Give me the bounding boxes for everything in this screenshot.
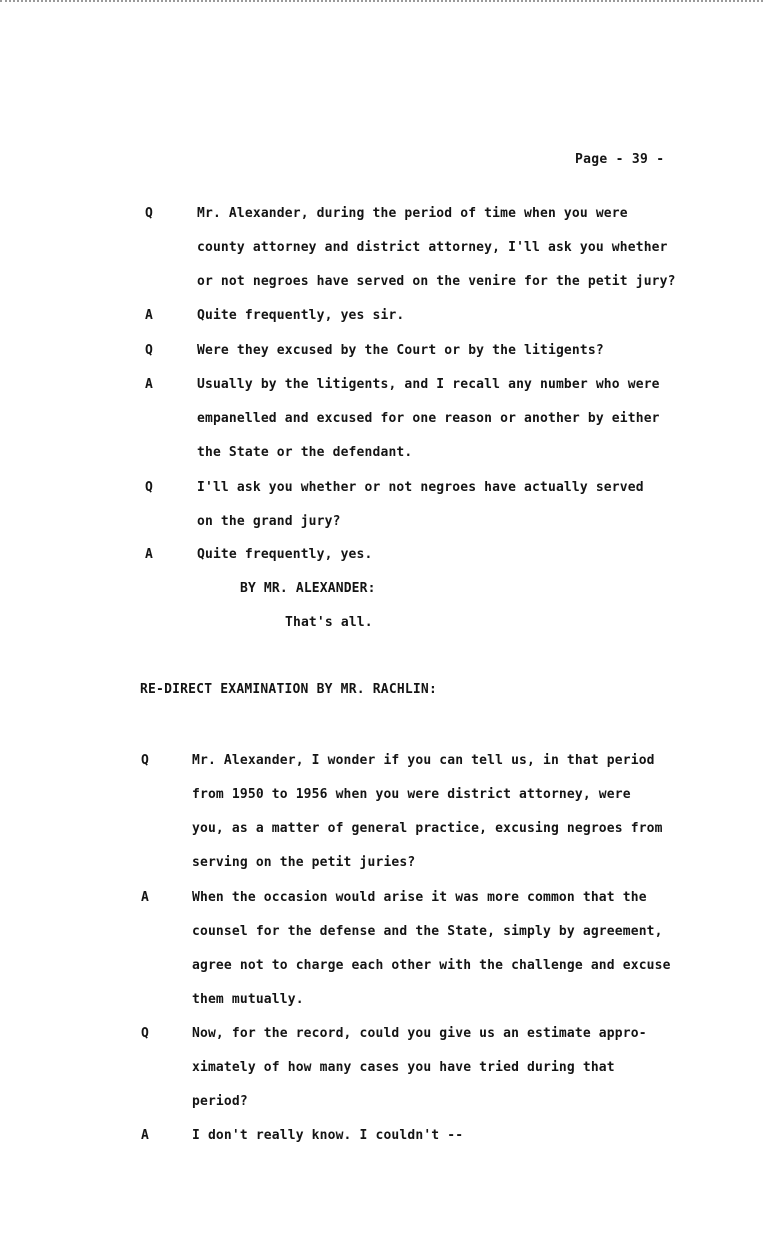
testimony-line: Mr. Alexander, I wonder if you can tell us, in that period [192, 753, 655, 768]
speaker-q-4: Q [141, 753, 149, 768]
speaker-q-3: Q [145, 480, 153, 495]
testimony-line: I don't really know. I couldn't -- [192, 1128, 464, 1143]
speaker-a-2: A [145, 377, 153, 392]
testimony-line: Quite frequently, yes sir. [197, 308, 405, 323]
testimony-line: ximately of how many cases you have tried during that [192, 1060, 615, 1075]
testimony-line: Were they excused by the Court or by the litigents? [197, 343, 604, 358]
testimony-line: agree not to charge each other with the challenge and excuse [192, 958, 671, 973]
testimony-line: When the occasion would arise it was more common that the [192, 890, 647, 905]
speaker-a-1: A [145, 308, 153, 323]
testimony-line: period? [192, 1094, 248, 1109]
testimony-line: Quite frequently, yes. [197, 547, 373, 562]
testimony-line: you, as a matter of general practice, excusing negroes from [192, 821, 663, 836]
testimony-line: the State or the defendant. [197, 445, 413, 460]
testimony-line: serving on the petit juries? [192, 855, 416, 870]
speaker-q-2: Q [145, 343, 153, 358]
page-top-edge [0, 0, 763, 4]
testimony-line: Now, for the record, could you give us an estimate appro- [192, 1026, 647, 1041]
testimony-line: or not negroes have served on the venire for the petit jury? [197, 274, 676, 289]
examiner-by-line: BY MR. ALEXANDER: [240, 581, 376, 596]
speaker-q-1: Q [145, 206, 153, 221]
speaker-a-4: A [141, 890, 149, 905]
testimony-line: I'll ask you whether or not negroes have actually served [197, 480, 644, 495]
testimony-line: counsel for the defense and the State, simply by agreement, [192, 924, 663, 939]
testimony-line: empanelled and excused for one reason or another by either [197, 411, 660, 426]
testimony-line: Mr. Alexander, during the period of time when you were [197, 206, 628, 221]
speaker-a-5: A [141, 1128, 149, 1143]
testimony-line: on the grand jury? [197, 514, 341, 529]
testimony-line: county attorney and district attorney, I'll ask you whether [197, 240, 668, 255]
testimony-line: Usually by the litigents, and I recall any number who were [197, 377, 660, 392]
testimony-line: them mutually. [192, 992, 304, 1007]
speaker-q-5: Q [141, 1026, 149, 1041]
closing-remark: That's all. [285, 615, 373, 630]
section-heading: RE-DIRECT EXAMINATION BY MR. RACHLIN: [140, 682, 437, 697]
page-number: Page - 39 - [575, 152, 665, 167]
speaker-a-3: A [145, 547, 153, 562]
testimony-line: from 1950 to 1956 when you were district attorney, were [192, 787, 631, 802]
